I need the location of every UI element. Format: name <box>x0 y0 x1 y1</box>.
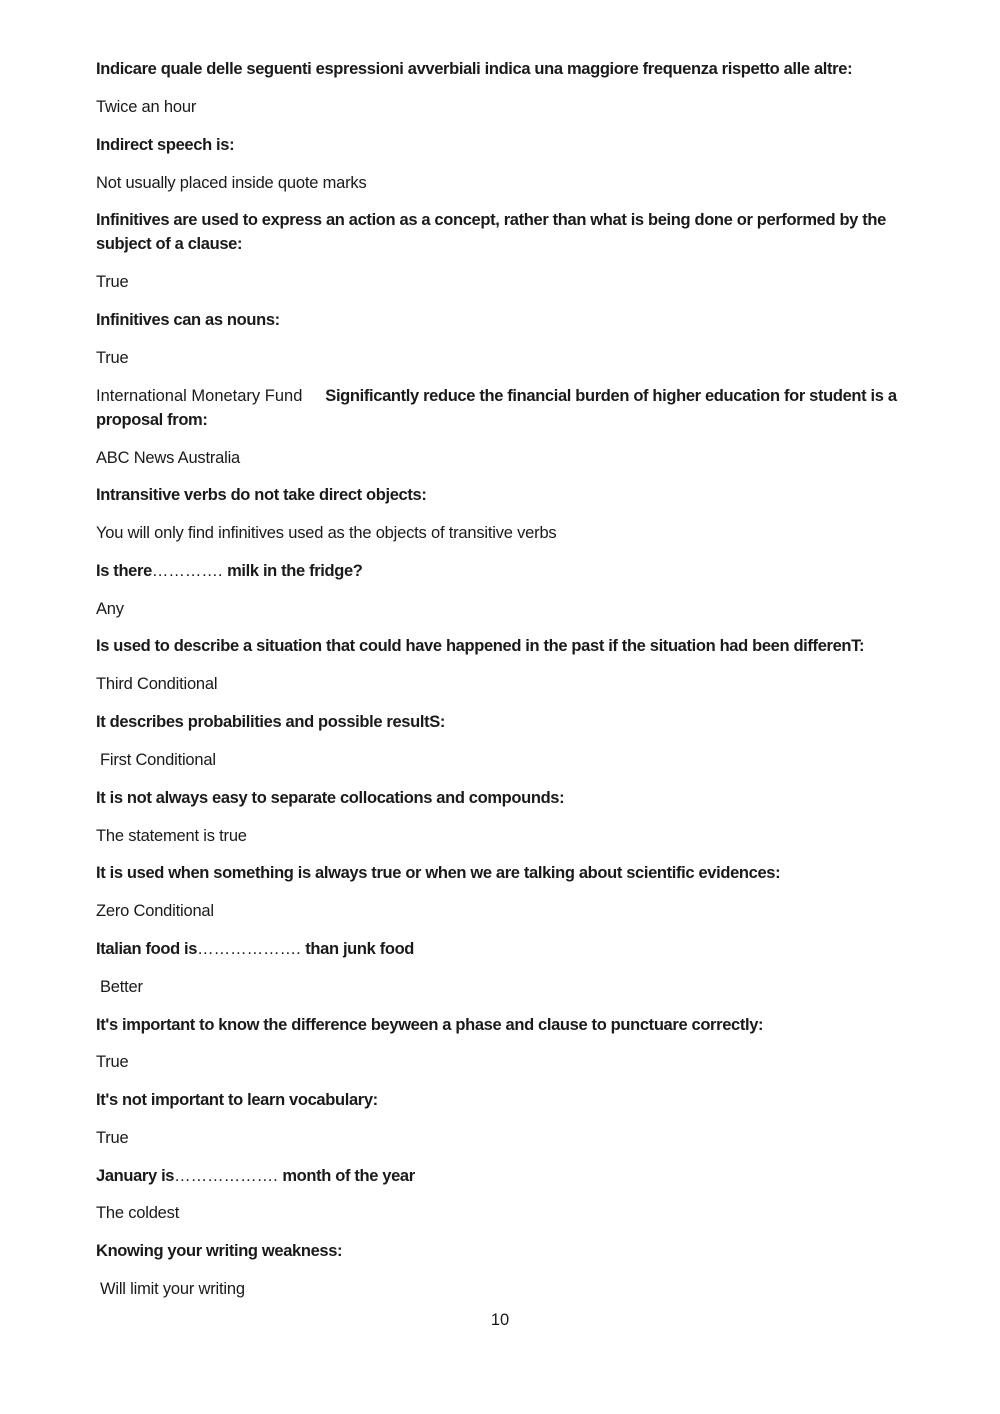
question-text: Indicare quale delle seguenti espressioni avverbiali indica una maggiore frequenza rispetto alle altre: <box>96 60 853 78</box>
answer-text: Twice an hour <box>96 98 197 116</box>
fill-in-question <box>96 1164 906 1188</box>
question-text: Is used to describe a situation that could have happened in the past if the situation had been differenT: <box>96 637 865 655</box>
question-before: Italian food is <box>96 940 198 958</box>
answer-text: Better <box>100 978 143 996</box>
question-after: month of the year <box>282 1167 415 1185</box>
fill-in-question <box>96 937 906 961</box>
question-text: It describes probabilities and possible resultS: <box>96 713 446 731</box>
mixed-answer-question <box>96 384 906 432</box>
question-text: It's not important to learn vocabulary: <box>96 1091 378 1109</box>
question-text: Significantly reduce the financial burden of higher education for student is a proposal from: <box>96 387 897 429</box>
answer-text: You will only find infinitives used as the objects of transitive verbs <box>96 524 557 542</box>
answer-text: ABC News Australia <box>96 449 241 467</box>
question-text: Infinitives can as nouns: <box>96 311 280 329</box>
answer-text: Third Conditional <box>96 675 218 693</box>
answer-text: True <box>96 1129 129 1147</box>
question-text: Knowing your writing weakness: <box>96 1242 343 1260</box>
question-text: It's important to know the difference beyween a phase and clause to punctuare correctly: <box>96 1016 764 1034</box>
blank-dots: …………. <box>151 562 223 580</box>
question-after: milk in the fridge? <box>227 562 363 580</box>
question-before: January is <box>96 1167 175 1185</box>
page-number: 10 <box>490 1311 510 1329</box>
answer-text: True <box>96 349 129 367</box>
answer-text: Will limit your writing <box>100 1280 245 1298</box>
blank-dots: ………………. <box>197 940 301 958</box>
question-text: Indirect speech is: <box>96 136 235 154</box>
question-before: Is there <box>96 562 152 580</box>
question-after: than junk food <box>305 940 415 958</box>
answer-text: Not usually placed inside quote marks <box>96 174 367 192</box>
blank-dots: ………………. <box>174 1167 278 1185</box>
question-text: Infinitives are used to express an action as a concept, rather than what is being done or performed by the subject of a clause: <box>96 211 886 253</box>
answer-text: Zero Conditional <box>96 902 214 920</box>
question-text: It is used when something is always true or when we are talking about scientific evidences: <box>96 864 781 882</box>
answer-prefix: International Monetary Fund <box>96 387 303 405</box>
fill-in-question <box>96 559 906 583</box>
question-text: Intransitive verbs do not take direct objects: <box>96 486 427 504</box>
answer-text: True <box>96 1053 129 1071</box>
answer-text: The coldest <box>96 1204 180 1222</box>
answer-text: True <box>96 273 129 291</box>
answer-text: First Conditional <box>100 751 216 769</box>
question-text: It is not always easy to separate collocations and compounds: <box>96 789 565 807</box>
answer-text: Any <box>96 600 124 618</box>
answer-text: The statement is true <box>96 827 247 845</box>
